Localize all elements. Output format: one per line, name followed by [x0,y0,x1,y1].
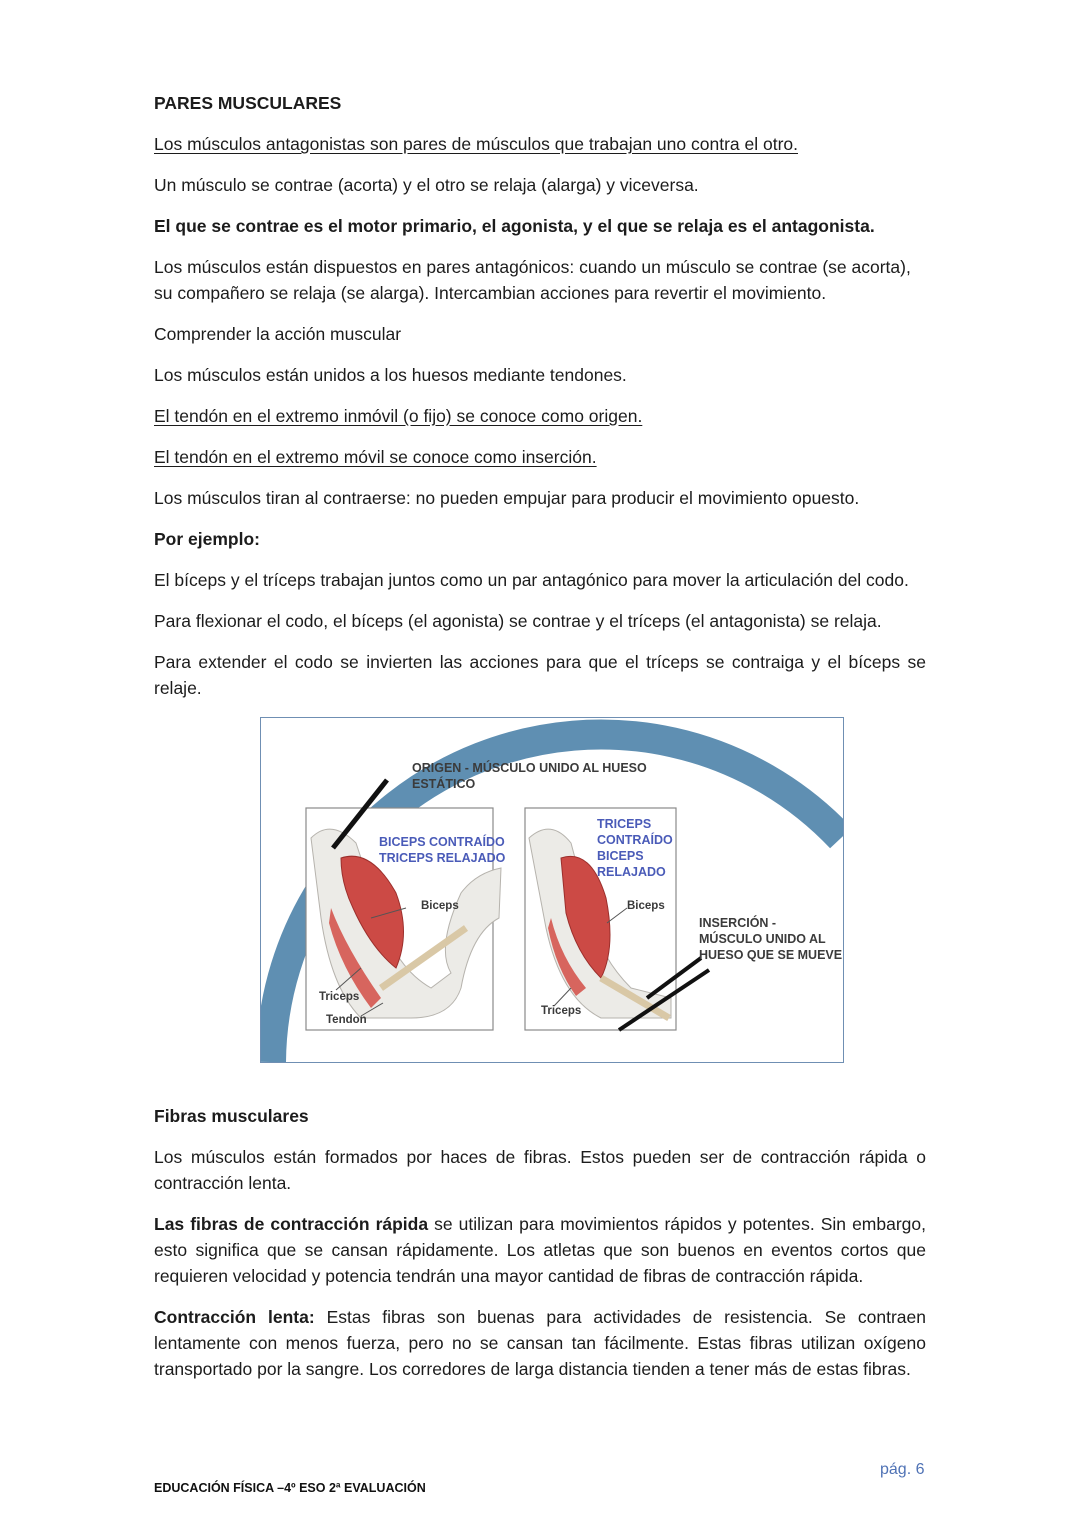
paragraph: El que se contrae es el motor primario, el agonista, y el que se relaja es el antagonista. [154,216,875,236]
paragraph: Para flexionar el codo, el bíceps (el agonista) se contrae y el tríceps (el antagonista) se relaja. [154,611,882,631]
bold-lead: Contracción lenta: [154,1307,315,1327]
origin-label: ESTÁTICO [412,777,476,791]
paragraph: Los músculos antagonistas son pares de músculos que trabajan uno contra el otro. [154,134,798,154]
paragraph: Los músculos tiran al contraerse: no pueden empujar para producir el movimiento opuesto. [154,488,860,508]
paragraph-text: Estas fibras son buenas para actividades de resistencia. Se contraen lentamente con menos fuerza, pero no se cansan tan fácilmente. Estas fibras utilizan oxígeno transportado por la sangre. Los corredores de larga distancia tienden a tener más de estas fibras. [154,1307,926,1379]
paragraph: El tendón en el extremo móvil se conoce como inserción. [154,447,597,467]
paragraph: Los músculos están dispuestos en pares antagónicos: cuando un músculo se contrae (se acorta), su compañero se relaja (se alarga). Intercambian acciones para revertir el movimiento. [154,257,911,303]
triceps-label: Triceps [541,1005,582,1017]
paragraph: Un músculo se contrae (acorta) y el otro se relaja (alarga) y viceversa. [154,175,699,195]
paragraph: Por ejemplo: [154,529,260,549]
section-title: PARES MUSCULARES [154,93,342,113]
right-state-label: CONTRAÍDO [597,833,673,847]
left-state-label: TRICEPS RELAJADO [379,851,506,865]
footer-course: EDUCACIÓN FÍSICA –4º ESO 2ª EVALUACIÓN [154,1481,426,1495]
insertion-label: INSERCIÓN - [699,916,777,930]
left-state-label: BICEPS CONTRAÍDO [379,835,505,849]
page-number: pág. 6 [880,1461,925,1478]
paragraph: Comprender la acción muscular [154,324,402,344]
arm-muscle-figure [260,717,844,1063]
paragraph: El tendón en el extremo inmóvil (o fijo) se conoce como origen. [154,406,643,426]
tendon-label: Tendon [326,1014,367,1026]
right-state-label: BICEPS [597,849,644,863]
paragraph: El bíceps y el tríceps trabajan juntos como un par antagónico para mover la articulación del codo. [154,570,909,590]
paragraph [154,1304,926,1382]
right-state-label: RELAJADO [597,865,666,879]
paragraph: Los músculos están unidos a los huesos mediante tendones. [154,365,627,385]
paragraph: Los músculos están formados por haces de fibras. Estos pueden ser de contracción rápida o contracción lenta. [154,1147,926,1193]
paragraph [154,1211,926,1289]
insertion-label: MÚSCULO UNIDO AL [699,932,826,946]
document-page [154,90,926,1382]
right-state-label: TRICEPS [597,817,652,831]
insertion-label: HUESO QUE SE MUEVE [699,948,843,962]
paragraph-text: se utilizan para movimientos rápidos y potentes. Sin embargo, esto significa que se cansan rápidamente. Los atletas que son buenos en eventos cortos que requieren velocidad y potencia tendrán una mayor cantidad de fibras de contracción rápida. [154,1214,926,1286]
bold-lead: Las fibras de contracción rápida [154,1214,429,1234]
biceps-label: Biceps [421,900,459,912]
paragraph: Para extender el codo se invierten las acciones para que el tríceps se contraiga y el bíceps se relaje. [154,652,926,698]
section-title: Fibras musculares [154,1106,309,1126]
triceps-label: Triceps [319,991,360,1003]
biceps-label: Biceps [627,900,665,912]
origin-label: ORIGEN - MÚSCULO UNIDO AL HUESO [412,761,647,775]
